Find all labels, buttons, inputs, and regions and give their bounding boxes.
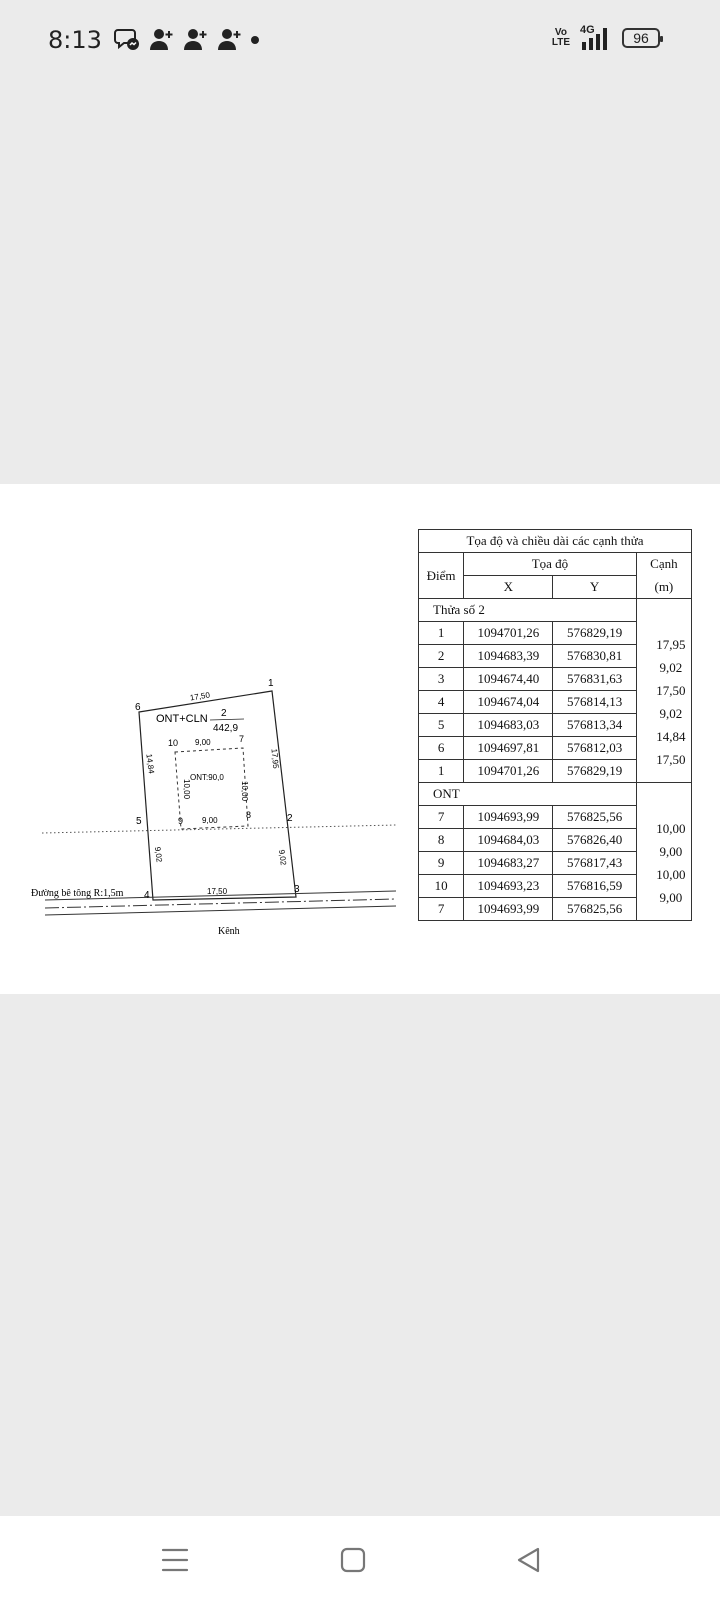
- parcel-area-label: 442,9: [213, 723, 239, 734]
- edge-length-cell: [636, 783, 691, 921]
- edge-length-label: 9,02: [277, 849, 288, 866]
- inner-edge-label: 10,00: [240, 781, 249, 802]
- table-title: Tọa độ và chiều dài các cạnh thửa: [419, 530, 692, 553]
- table-row: 7 1094693,99 576825,56: [419, 898, 692, 921]
- back-icon: [514, 1545, 544, 1575]
- table-row: 3 1094674,40 576831,63: [419, 668, 692, 691]
- plan-point-label: 7: [239, 734, 245, 744]
- col-edge-header: Cạnh: [636, 553, 691, 576]
- dot-icon: [250, 26, 260, 52]
- table-row: 5 1094683,03 576813,34: [419, 714, 692, 737]
- system-icons: [552, 26, 660, 50]
- volte-indicator: Vo LTE: [551, 27, 570, 48]
- edge-length: 10,00: [656, 821, 686, 836]
- table-row: 1 1094701,26 576829,19: [419, 622, 692, 645]
- plan-point-label: 2: [287, 813, 293, 824]
- plan-point-label: 3: [294, 884, 300, 895]
- edge-length: 9,02: [659, 706, 683, 721]
- edge-length-label: 14,84: [144, 753, 156, 775]
- edge-length: 9,02: [659, 660, 683, 675]
- table-row: 6 1094697,81 576812,03: [419, 737, 692, 760]
- inner-edge-label: 9,00: [195, 738, 211, 747]
- cadastral-map-image: [0, 484, 720, 994]
- messenger-icon: [114, 26, 140, 52]
- table-row: 4 1094674,04 576814,13: [419, 691, 692, 714]
- table-row: 2 1094683,39 576830,81: [419, 645, 692, 668]
- table-row: 7 1094693,99 576825,56: [419, 806, 692, 829]
- plan-point-label: 10: [168, 738, 179, 748]
- parcel-number-label: 2: [221, 708, 227, 719]
- edge-length: 17,50: [656, 752, 686, 767]
- inner-edge-label: 9,00: [202, 816, 218, 825]
- col-edge-unit: (m): [636, 576, 691, 599]
- add-user-icon: [148, 26, 174, 52]
- inner-edge-label: 10,00: [182, 779, 191, 800]
- parcel-use-label: ONT+CLN: [156, 713, 208, 725]
- section-label: ONT: [419, 783, 637, 806]
- plan-point-label: 9: [178, 816, 184, 826]
- edge-length-label: 17,95: [269, 748, 281, 769]
- plan-point-label: 1: [268, 678, 274, 689]
- notification-icons: [114, 26, 260, 52]
- clock: 8:13: [48, 26, 102, 54]
- edge-length: 17,50: [656, 683, 686, 698]
- edge-length-label: 17,50: [207, 887, 228, 896]
- back-button[interactable]: [509, 1540, 549, 1580]
- edge-length-label: 17,50: [189, 690, 211, 703]
- canal-label: Kênh: [218, 926, 240, 937]
- signal-icon: 4G: [580, 26, 612, 50]
- menu-button[interactable]: [155, 1540, 195, 1580]
- col-x-header: X: [464, 576, 553, 599]
- col-point-header: Điểm: [419, 553, 464, 599]
- status-bar: [0, 0, 720, 84]
- coordinate-table: [418, 529, 692, 921]
- table-row: 8 1094684,03 576826,40: [419, 829, 692, 852]
- table-row: 10 1094693,23 576816,59: [419, 875, 692, 898]
- table-row: 9 1094683,27 576817,43: [419, 852, 692, 875]
- edge-length-cell: [636, 599, 691, 783]
- inner-area-label: ONT:90,0: [190, 773, 224, 782]
- land-plot-diagram: [0, 484, 410, 994]
- add-user-icon: [216, 26, 242, 52]
- plan-point-label: 4: [144, 890, 150, 901]
- col-y-header: Y: [553, 576, 636, 599]
- edge-length: 14,84: [656, 729, 686, 744]
- edge-length: 17,95: [656, 637, 686, 652]
- navigation-bar: [0, 1516, 720, 1604]
- plan-point-label: 5: [136, 816, 142, 827]
- home-button[interactable]: [333, 1540, 373, 1580]
- edge-length: 10,00: [656, 867, 686, 882]
- home-icon: [338, 1545, 368, 1575]
- plan-point-label: 8: [246, 810, 252, 820]
- plan-point-label: 6: [135, 702, 141, 713]
- edge-length-label: 9,02: [152, 846, 164, 863]
- edge-length: 9,00: [659, 890, 683, 905]
- table-row: 1 1094701,26 576829,19: [419, 760, 692, 783]
- road-label: Đường bê tông R:1,5m: [31, 888, 124, 899]
- col-coord-header: Tọa độ: [464, 553, 637, 576]
- edge-length: 9,00: [659, 844, 683, 859]
- menu-icon: [160, 1545, 190, 1575]
- add-user-icon: [182, 26, 208, 52]
- section-label: Thửa số 2: [419, 599, 637, 622]
- battery-icon: 96: [622, 28, 660, 48]
